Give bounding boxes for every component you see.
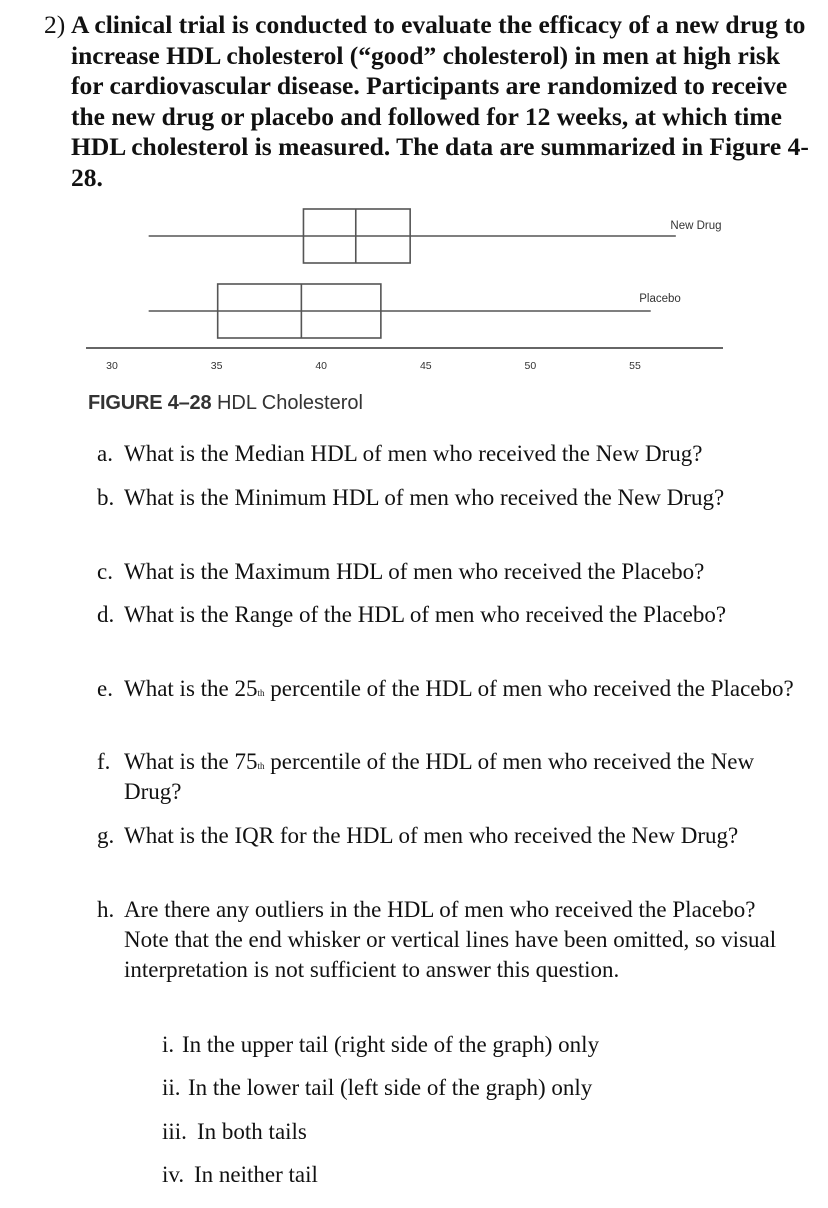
option-label: ii.	[162, 1075, 181, 1100]
boxplot-chart	[86, 202, 736, 387]
figure-4-28	[86, 202, 736, 422]
question-number: 2)	[44, 10, 66, 39]
item-label: a.	[97, 441, 113, 466]
x-tick-label: 50	[524, 360, 537, 372]
item-label: g.	[97, 823, 115, 848]
item-label: e.	[97, 676, 113, 701]
item-label: h.	[97, 897, 115, 922]
option-text: In both tails	[197, 1119, 307, 1144]
option-label: i.	[162, 1032, 175, 1057]
figure-caption-text: HDL Cholesterol	[211, 392, 363, 414]
option-iii	[162, 1117, 782, 1147]
item-text: What is the Range of the HDL of men who received the Placebo?	[124, 602, 727, 627]
option-text: In the lower tail (left side of the graph) only	[188, 1075, 593, 1100]
item-text: What is the IQR for the HDL of men who received the New Drug?	[124, 823, 739, 848]
item-label: f.	[97, 749, 111, 774]
item-text: What is the Maximum HDL of men who received the Placebo?	[124, 559, 705, 584]
new-drug-series-label: New Drug	[670, 220, 722, 232]
question-item-d	[97, 600, 757, 630]
x-tick-label: 45	[419, 360, 432, 372]
item-label: d.	[97, 602, 115, 627]
x-tick-label: 35	[210, 360, 223, 372]
item-text: Are there any outliers in the HDL of men who received the Placebo? Note that the end whisker or vertical lines have been omitted, so visual interpretation is not sufficient to answer this question.	[124, 897, 777, 982]
placebo-series-label: Placebo	[639, 293, 681, 305]
item-text-post: percentile of the HDL of men who received the Placebo?	[264, 676, 794, 701]
option-i	[162, 1030, 782, 1060]
x-tick-label: 30	[106, 360, 118, 372]
question-item-h	[97, 895, 787, 985]
option-iv	[162, 1160, 782, 1190]
question-header	[44, 10, 814, 193]
question-item-b	[97, 483, 757, 513]
option-ii	[162, 1073, 782, 1103]
question-item-a	[97, 439, 797, 469]
option-text: In the upper tail (right side of the graph) only	[182, 1032, 600, 1057]
item-text: What is the Minimum HDL of men who received the New Drug?	[124, 485, 725, 510]
ordinal-suffix: th	[257, 688, 265, 698]
option-label: iv.	[162, 1162, 185, 1187]
x-tick-label: 40	[315, 360, 328, 372]
option-text: In neither tail	[194, 1162, 318, 1187]
option-label: iii.	[162, 1119, 187, 1144]
question-stem: A clinical trial is conducted to evaluate the efficacy of a new drug to increase HDL cholesterol (“good” cholesterol) in men at high risk for cardiovascular disease. Participants are randomized to receive the new drug or placebo and followed for 12 weeks, at which time HDL cholesterol is measured. The data are summarized in Figure 4-28.	[71, 10, 809, 192]
item-text-pre: What is the 75	[124, 749, 258, 774]
item-text: What is the Median HDL of men who received the New Drug?	[124, 441, 703, 466]
ordinal-suffix: th	[257, 761, 265, 771]
x-tick-label: 55	[629, 360, 641, 372]
item-label: b.	[97, 485, 115, 510]
item-text-pre: What is the 25	[124, 676, 258, 701]
question-item-f	[97, 747, 797, 807]
figure-caption-number: FIGURE 4–28	[88, 392, 212, 414]
item-text-post: percentile of the HDL of men who received the New Drug?	[124, 749, 755, 804]
question-item-e	[97, 674, 797, 704]
item-label: c.	[97, 559, 113, 584]
question-item-c	[97, 557, 797, 587]
question-item-g	[97, 821, 757, 851]
figure-caption	[88, 392, 363, 415]
